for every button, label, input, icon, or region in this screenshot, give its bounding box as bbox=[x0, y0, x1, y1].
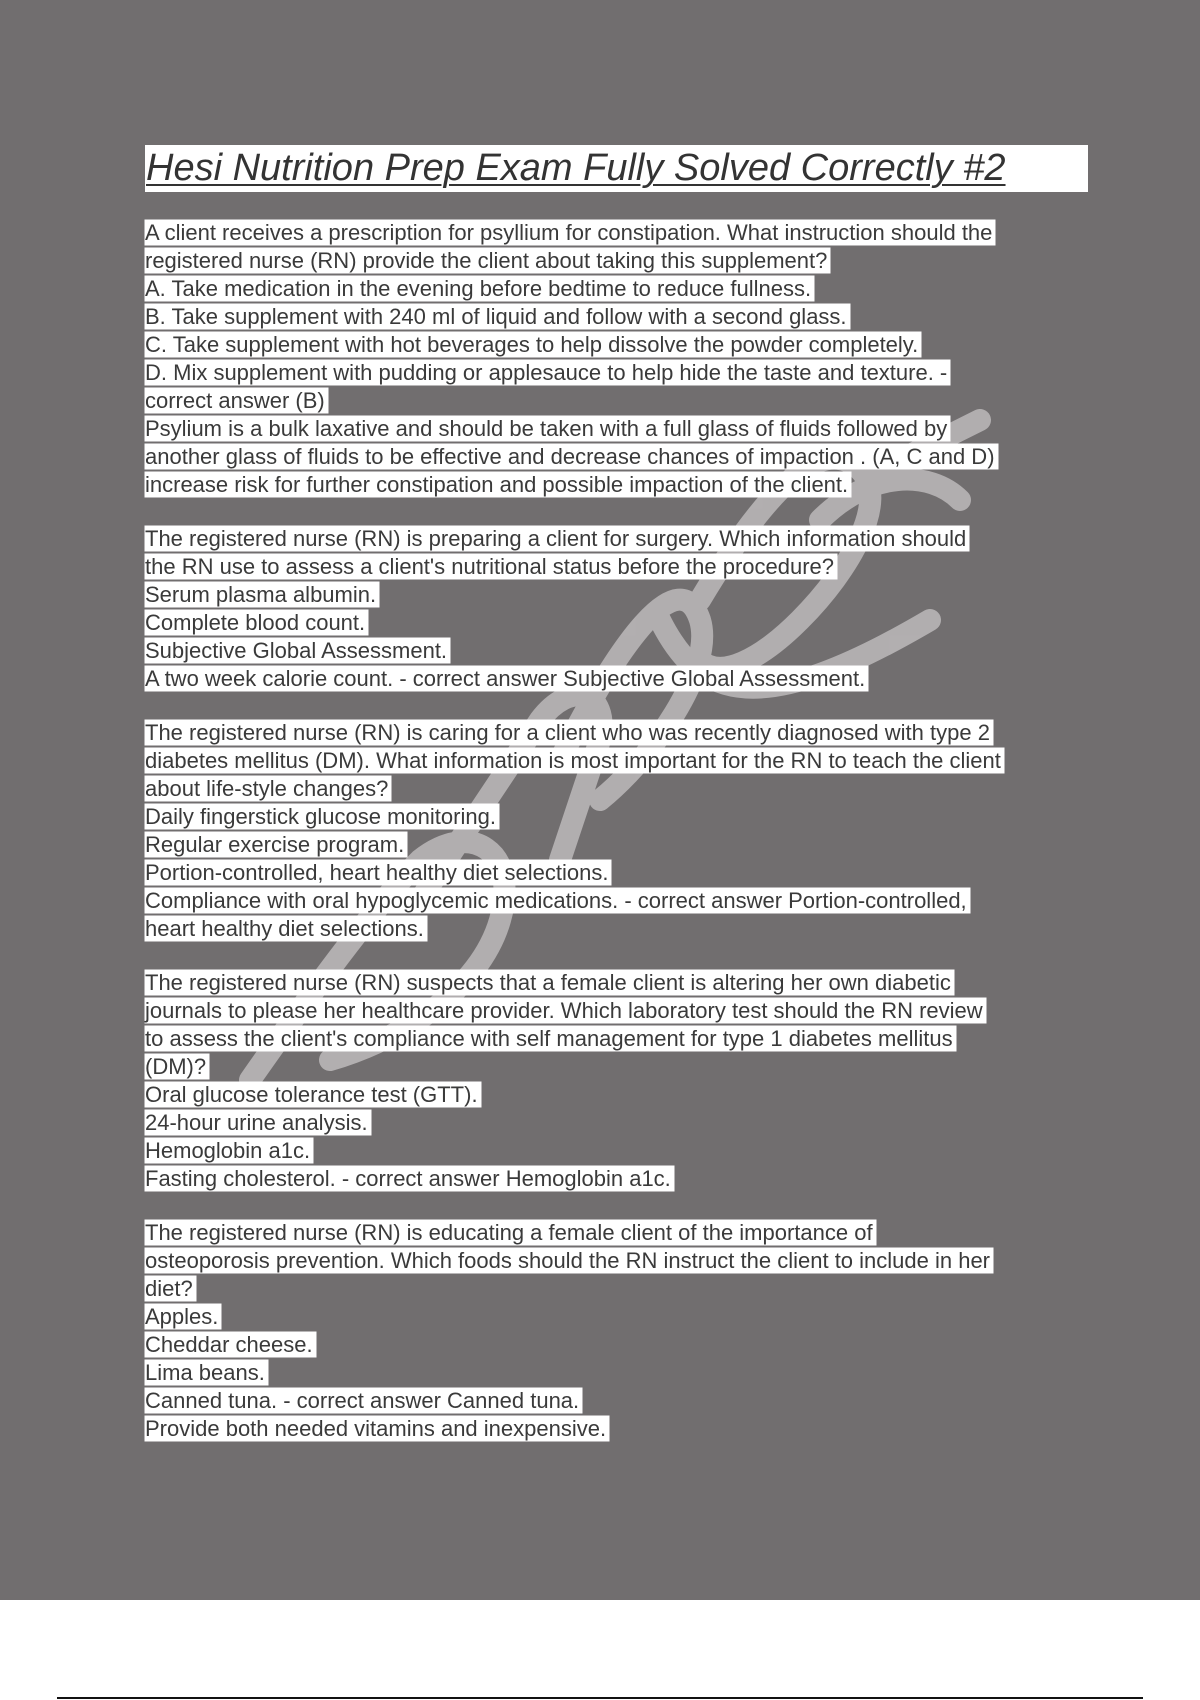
answer-option: Subjective Global Assessment. bbox=[145, 637, 1095, 665]
question-block-4 bbox=[145, 969, 1095, 1193]
answer-option: C. Take supplement with hot beverages to help dissolve the powder completely. bbox=[145, 331, 1095, 359]
answer-option: Serum plasma albumin. bbox=[145, 581, 1095, 609]
question-block-2 bbox=[145, 525, 1095, 693]
answer-option: Complete blood count. bbox=[145, 609, 1095, 637]
rationale-line: increase risk for further constipation and possible impaction of the client. bbox=[145, 471, 1095, 499]
text-line: (DM)? bbox=[145, 1053, 1095, 1081]
question-block-3 bbox=[145, 719, 1095, 943]
answer-option: Hemoglobin a1c. bbox=[145, 1137, 1095, 1165]
answer-option: Regular exercise program. bbox=[145, 831, 1095, 859]
answer-option: Oral glucose tolerance test (GTT). bbox=[145, 1081, 1095, 1109]
answer-option: Apples. bbox=[145, 1303, 1095, 1331]
question-list bbox=[145, 219, 1095, 1469]
page-bottom-rule bbox=[57, 1697, 1143, 1699]
text-line: The registered nurse (RN) is preparing a client for surgery. Which information should bbox=[145, 525, 1095, 553]
rationale-line: another glass of fluids to be effective and decrease chances of impaction . (A, C and D) bbox=[145, 443, 1095, 471]
text-line: osteoporosis prevention. Which foods should the RN instruct the client to include in her bbox=[145, 1247, 1095, 1275]
text-line: to assess the client's compliance with self management for type 1 diabetes mellitus bbox=[145, 1025, 1095, 1053]
correct-answer: Fasting cholesterol. - correct answer Hemoglobin a1c. bbox=[145, 1165, 1095, 1193]
text-line: journals to please her healthcare provider. Which laboratory test should the RN review bbox=[145, 997, 1095, 1025]
correct-answer: Canned tuna. - correct answer Canned tuna. bbox=[145, 1387, 1095, 1415]
text-line: the RN use to assess a client's nutritional status before the procedure? bbox=[145, 553, 1095, 581]
text-line: A client receives a prescription for psyllium for constipation. What instruction should the bbox=[145, 219, 1095, 247]
text-line: diet? bbox=[145, 1275, 1095, 1303]
answer-option: B. Take supplement with 240 ml of liquid and follow with a second glass. bbox=[145, 303, 1095, 331]
answer-option: A. Take medication in the evening before bedtime to reduce fullness. bbox=[145, 275, 1095, 303]
text-line: diabetes mellitus (DM). What information is most important for the RN to teach the client bbox=[145, 747, 1095, 775]
answer-option: D. Mix supplement with pudding or applesauce to help hide the taste and texture. - bbox=[145, 359, 1095, 387]
rationale-line: Provide both needed vitamins and inexpensive. bbox=[145, 1415, 1095, 1443]
text-line: about life-style changes? bbox=[145, 775, 1095, 803]
correct-answer: correct answer (B) bbox=[145, 387, 1095, 415]
answer-option: 24-hour urine analysis. bbox=[145, 1109, 1095, 1137]
answer-option: Lima beans. bbox=[145, 1359, 1095, 1387]
text-line: The registered nurse (RN) suspects that a female client is altering her own diabetic bbox=[145, 969, 1095, 997]
text-line: The registered nurse (RN) is educating a female client of the importance of bbox=[145, 1219, 1095, 1247]
text-line: The registered nurse (RN) is caring for a client who was recently diagnosed with type 2 bbox=[145, 719, 1095, 747]
rationale-line: Psylium is a bulk laxative and should be taken with a full glass of fluids followed by bbox=[145, 415, 1095, 443]
answer-option: Portion-controlled, heart healthy diet selections. bbox=[145, 859, 1095, 887]
document-title: Hesi Nutrition Prep Exam Fully Solved Correctly #2 bbox=[145, 145, 1088, 192]
correct-answer: Compliance with oral hypoglycemic medications. - correct answer Portion-controlled, bbox=[145, 887, 1095, 915]
correct-answer: heart healthy diet selections. bbox=[145, 915, 1095, 943]
question-block-1 bbox=[145, 219, 1095, 499]
question-block-5 bbox=[145, 1219, 1095, 1443]
answer-option: Cheddar cheese. bbox=[145, 1331, 1095, 1359]
answer-option: Daily fingerstick glucose monitoring. bbox=[145, 803, 1095, 831]
text-line: registered nurse (RN) provide the client about taking this supplement? bbox=[145, 247, 1095, 275]
correct-answer: A two week calorie count. - correct answer Subjective Global Assessment. bbox=[145, 665, 1095, 693]
